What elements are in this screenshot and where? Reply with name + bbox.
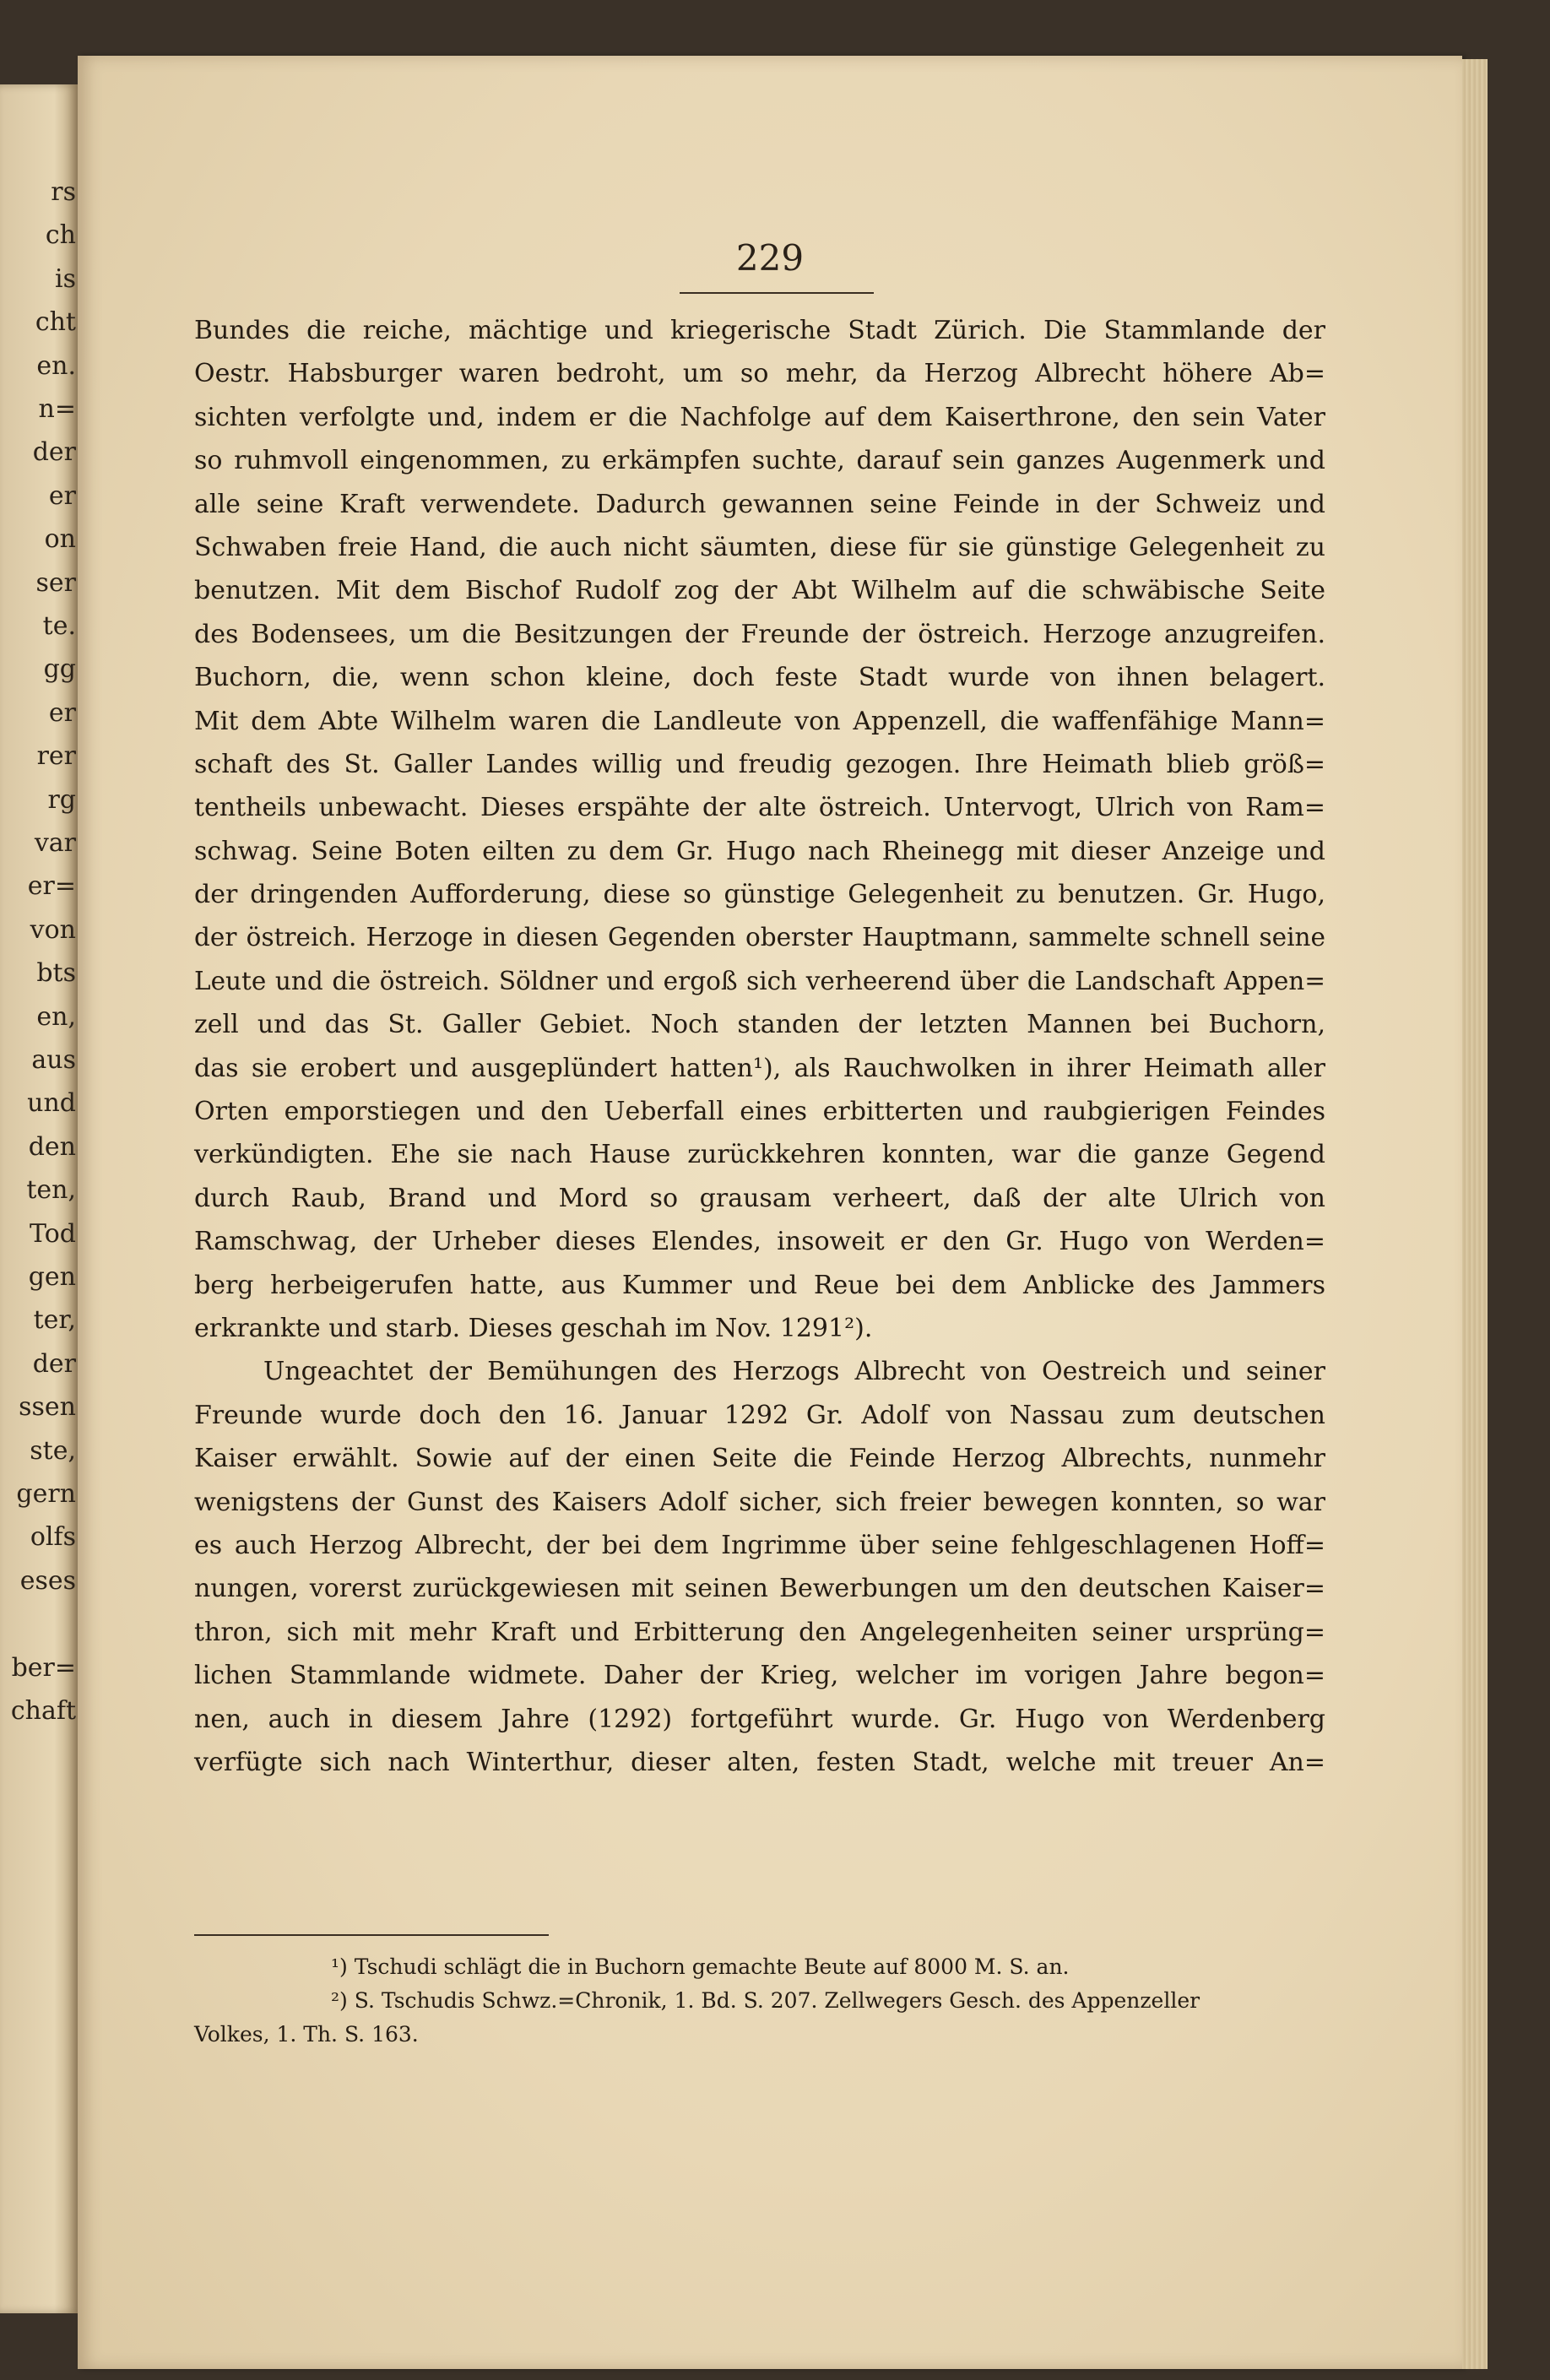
footnotes	[194, 1950, 1325, 2052]
text-line: verkündigten. Ehe sie nach Hause zurückkehren konnten, war die ganze Gegend	[194, 1140, 1325, 1170]
text-line: Freunde wurde doch den 16. Januar 1292 Gr. Adolf von Nassau zum deutschen	[194, 1400, 1325, 1430]
previous-page-fragment: cht	[35, 307, 76, 338]
previous-page-fragment: chaft	[10, 1696, 76, 1726]
previous-page-fragment: on	[44, 524, 76, 555]
text-line: sichten verfolgte und, indem er die Nachfolge auf dem Kaiserthrone, den sein Vater	[194, 402, 1325, 432]
previous-page-fragment: von	[30, 914, 76, 945]
header-rule	[680, 292, 874, 294]
footnote-rule	[194, 1934, 549, 1936]
text-line: Bundes die reiche, mächtige und kriegerische Stadt Zürich. Die Stammlande der	[194, 316, 1325, 345]
previous-page-fragment: Tod	[30, 1218, 76, 1249]
text-line: schwag. Seine Boten eilten zu dem Gr. Hugo nach Rheinegg mit dieser Anzeige und	[194, 836, 1325, 866]
text-line: tentheils unbewacht. Dieses erspähte der alte östreich. Untervogt, Ulrich von Ram=	[194, 793, 1325, 823]
previous-page-fragment: ser	[35, 567, 76, 598]
footnote-line: Volkes, 1. Th. S. 163.	[194, 2022, 419, 2047]
text-line: Kaiser erwählt. Sowie auf der einen Seite die Feinde Herzog Albrechts, nunmehr	[194, 1444, 1325, 1474]
text-line: zell und das St. Galler Gebiet. Noch standen der letzten Mannen bei Buchorn,	[194, 1010, 1325, 1040]
text-line: verfügte sich nach Winterthur, dieser alten, festen Stadt, welche mit treuer An=	[194, 1747, 1325, 1777]
previous-page-fragment: ste,	[30, 1435, 76, 1466]
previous-page-fragment: rg	[47, 784, 76, 815]
previous-page-fragment: ssen	[19, 1392, 76, 1423]
text-line: der dringenden Aufforderung, diese so günstige Gelegenheit zu benutzen. Gr. Hugo,	[194, 880, 1325, 910]
text-line: Buchorn, die, wenn schon kleine, doch feste Stadt wurde von ihnen belagert.	[194, 663, 1325, 693]
text-line: Mit dem Abte Wilhelm waren die Landleute von Appenzell, die waffenfähige Mann=	[194, 706, 1325, 736]
previous-page-fragment: rer	[36, 741, 76, 772]
previous-page-fragment: aus	[31, 1045, 76, 1075]
previous-page-fragment: gern	[16, 1479, 76, 1509]
text-line: nen, auch in diesem Jahre (1292) fortgeführt wurde. Gr. Hugo von Werdenberg	[194, 1704, 1325, 1734]
text-line: wenigstens der Gunst des Kaisers Adolf sicher, sich freier bewegen konnten, so war	[194, 1487, 1325, 1517]
text-line: alle seine Kraft verwendete. Dadurch gewannen seine Feinde in der Schweiz und	[194, 489, 1325, 519]
previous-page-edge	[0, 84, 78, 2313]
text-line: schaft des St. Galler Landes willig und freudig gezogen. Ihre Heimath blieb größ=	[194, 749, 1325, 779]
previous-page-fragment: er	[48, 480, 76, 511]
text-line: es auch Herzog Albrecht, der bei dem Ingrimme über seine fehlgeschlagenen Hoff=	[194, 1530, 1325, 1560]
text-line: Schwaben freie Hand, die auch nicht säumten, diese für sie günstige Gelegenheit zu	[194, 532, 1325, 562]
page-number: 229	[735, 237, 805, 279]
previous-page-fragment: rs	[51, 177, 76, 207]
text-line: thron, sich mit mehr Kraft und Erbitterung den Angelegenheiten seiner ursprüng=	[194, 1617, 1325, 1647]
previous-page-fragment: und	[27, 1088, 76, 1119]
previous-page-fragment: olfs	[30, 1522, 76, 1553]
page-block-edge	[1462, 59, 1488, 2369]
book-page	[78, 56, 1462, 2369]
footnote-line: ¹) Tschudi schlägt die in Buchorn gemachte Beute auf 8000 M. S. an.	[331, 1954, 1070, 1979]
previous-page-fragment: var	[34, 828, 76, 858]
text-line: Leute und die östreich. Söldner und ergoß sich verheerend über die Landschaft Appen=	[194, 966, 1325, 995]
text-line: so ruhmvoll eingenommen, zu erkämpfen suchte, darauf sein ganzes Augenmerk und	[194, 446, 1325, 476]
text-line: der östreich. Herzoge in diesen Gegenden oberster Hauptmann, sammelte schnell seine	[194, 923, 1325, 952]
text-line: durch Raub, Brand und Mord so grausam verheert, daß der alte Ulrich von	[194, 1183, 1325, 1213]
previous-page-fragment: gen	[28, 1262, 76, 1292]
previous-page-fragment: n=	[38, 394, 76, 424]
previous-page-fragment: er	[48, 697, 76, 728]
previous-page-fragment: bts	[36, 958, 76, 989]
previous-page-fragment: en,	[36, 1001, 76, 1032]
text-line: erkrankte und starb. Dieses geschah im Nov. 1291²).	[194, 1313, 873, 1343]
previous-page-fragment: en.	[36, 350, 76, 381]
previous-page-fragment: ter,	[33, 1305, 76, 1336]
previous-page-fragment: der	[32, 437, 76, 468]
previous-page-fragment: te.	[42, 611, 76, 641]
footnote-line: ²) S. Tschudis Schwz.=Chronik, 1. Bd. S. 207. Zellwegers Gesch. des Appenzeller	[331, 1988, 1200, 2013]
previous-page-fragment: der	[32, 1348, 76, 1379]
previous-page-fragment: eses	[19, 1565, 76, 1596]
text-line: Oestr. Habsburger waren bedroht, um so mehr, da Herzog Albrecht höhere Ab=	[194, 359, 1325, 389]
previous-page-fragment: ch	[45, 220, 76, 251]
previous-page-fragment: ten,	[26, 1175, 76, 1206]
text-line: Orten emporstiegen und den Ueberfall eines erbitterten und raubgierigen Feindes	[194, 1097, 1325, 1127]
previous-page-fragment: ber=	[11, 1652, 76, 1683]
previous-page-fragment: gg	[43, 654, 76, 685]
previous-page-fragment: den	[28, 1131, 76, 1162]
text-line: nungen, vorerst zurückgewiesen mit seinen Bewerbungen um den deutschen Kaiser=	[194, 1574, 1325, 1604]
text-line: des Bodensees, um die Besitzungen der Freunde der östreich. Herzoge anzugreifen.	[194, 619, 1325, 649]
text-line: benutzen. Mit dem Bischof Rudolf zog der Abt Wilhelm auf die schwäbische Seite	[194, 576, 1325, 606]
text-line: das sie erobert und ausgeplündert hatten¹), als Rauchwolken in ihrer Heimath aller	[194, 1053, 1325, 1083]
text-line: berg herbeigerufen hatte, aus Kummer und Reue bei dem Anblicke des Jammers	[194, 1270, 1325, 1300]
previous-page-fragment: is	[55, 263, 76, 294]
text-line: lichen Stammlande widmete. Daher der Krieg, welcher im vorigen Jahre begon=	[194, 1661, 1325, 1691]
text-line: Ramschwag, der Urheber dieses Elendes, insoweit er den Gr. Hugo von Werden=	[194, 1227, 1325, 1257]
body-text	[194, 309, 1325, 1784]
previous-page-fragment: er=	[27, 871, 76, 902]
text-line: Ungeachtet der Bemühungen des Herzogs Albrecht von Oestreich und seiner	[263, 1357, 1325, 1387]
